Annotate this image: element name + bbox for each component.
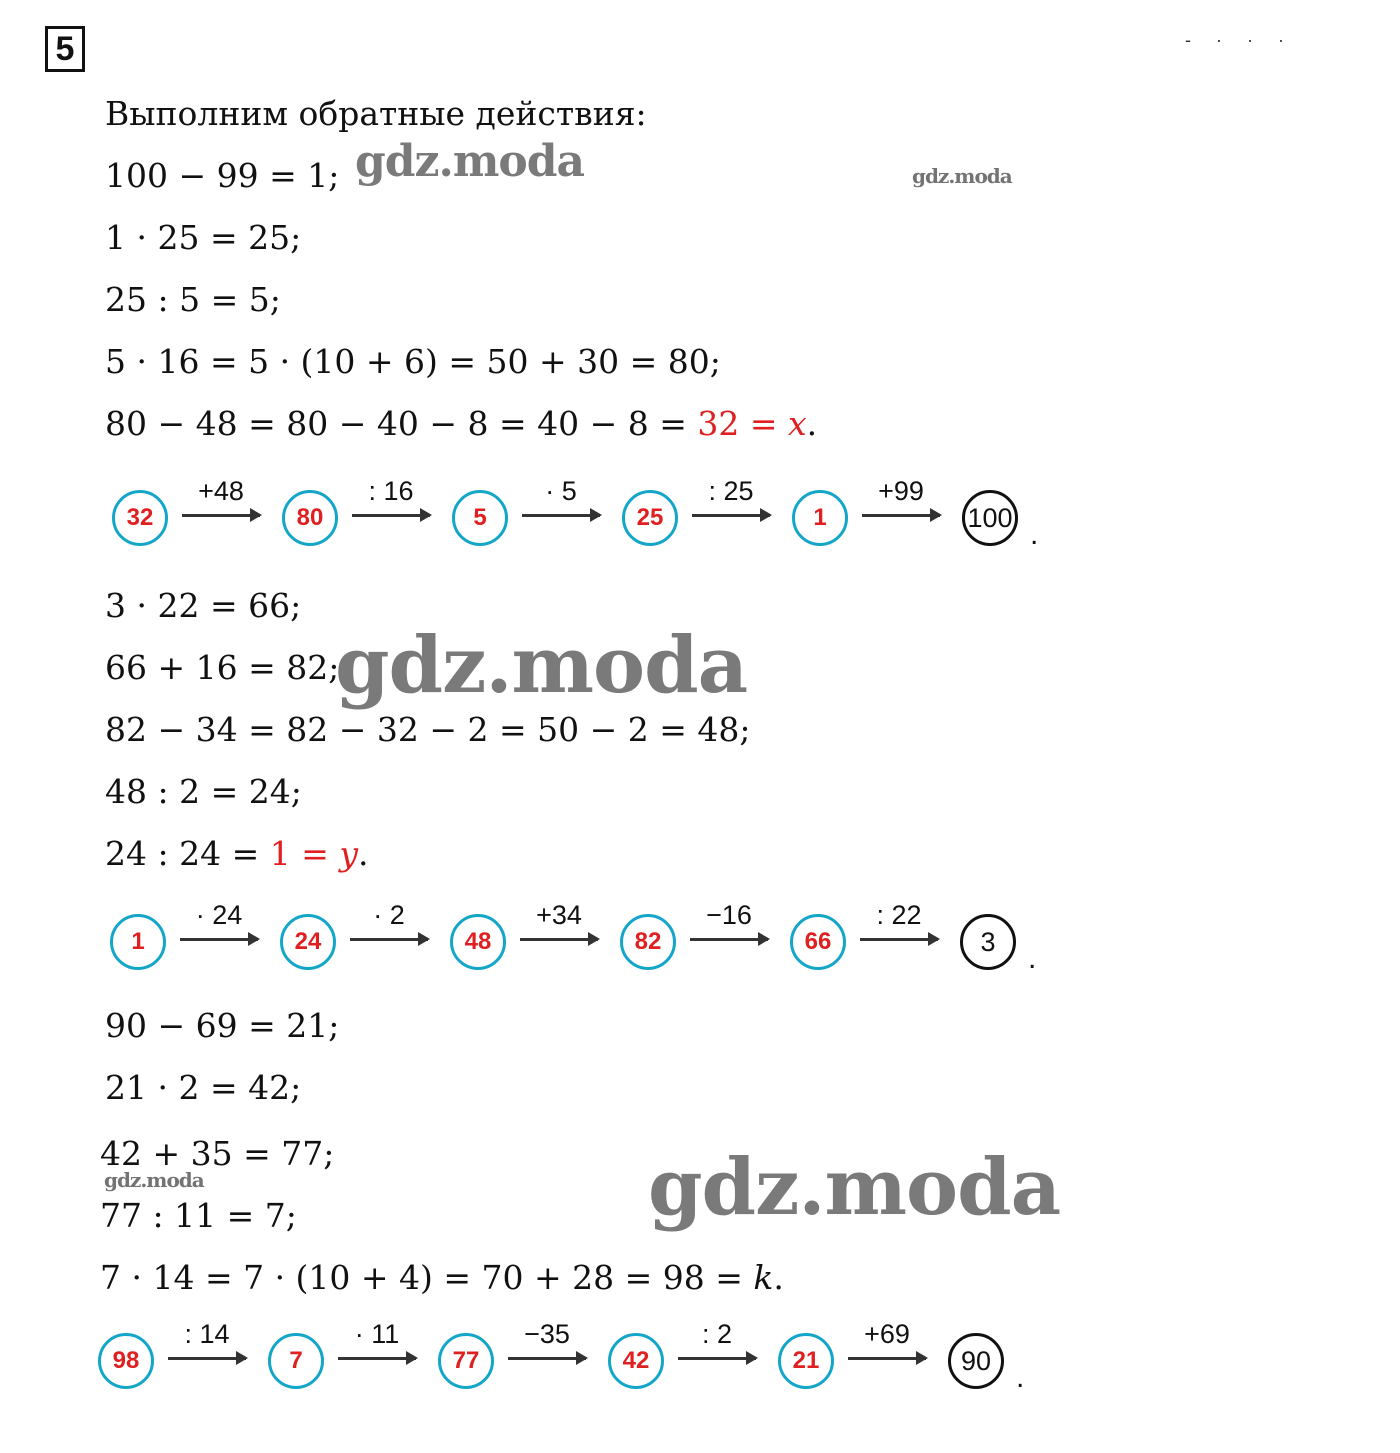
- eq-3-5: [100, 1258, 784, 1298]
- chain3-arrow-4: [848, 1357, 926, 1360]
- chain2-op-4: : 22: [876, 900, 922, 930]
- chain1-op-0: +48: [198, 476, 244, 506]
- eq-2-5-tail: .: [358, 834, 369, 873]
- eq-3-3: 42 + 35 = 77;: [100, 1134, 335, 1173]
- chain1-op-3: : 25: [708, 476, 754, 506]
- chain1-arrow-2: [522, 514, 600, 517]
- chain1-node-0: 32: [112, 490, 168, 546]
- chain3-op-2: −35: [524, 1319, 570, 1349]
- chain3-end-dot: .: [1016, 1361, 1025, 1394]
- chain2-node-1: 24: [280, 914, 336, 970]
- chain1-arrow-4: [862, 514, 940, 517]
- watermark-4: gdz.moda: [104, 1168, 204, 1192]
- chain2-end-dot: .: [1028, 942, 1037, 975]
- chain2-op-3: −16: [706, 900, 752, 930]
- eq-1-5-tail: .: [806, 404, 818, 443]
- chain2-node-4: 66: [790, 914, 846, 970]
- eq-3-5-tail: .: [773, 1258, 784, 1297]
- chain3-node-1: 7: [268, 1333, 324, 1389]
- eq-3-1: 90 − 69 = 21;: [105, 1006, 340, 1045]
- eq-2-2: 66 + 16 = 82;: [105, 648, 340, 687]
- chain2-node-2: 48: [450, 914, 506, 970]
- eq-2-3: 82 − 34 = 82 − 32 − 2 = 50 − 2 = 48;: [105, 710, 751, 749]
- chain3-node-5: 90: [948, 1333, 1004, 1389]
- eq-2-1: 3 · 22 = 66;: [105, 586, 302, 625]
- eq-2-5-answer: 1 =: [269, 834, 340, 873]
- chain2-arrow-2: [520, 938, 598, 941]
- chain3-op-0: : 14: [184, 1319, 230, 1349]
- chain3-arrow-2: [508, 1357, 586, 1360]
- eq-1-4: 5 · 16 = 5 · (10 + 6) = 50 + 30 = 80;: [105, 342, 721, 381]
- chain1-op-1: : 16: [368, 476, 414, 506]
- chain2-op-2: +34: [536, 900, 582, 930]
- eq-2-4: 48 : 2 = 24;: [105, 772, 302, 811]
- chain1-node-2: 5: [452, 490, 508, 546]
- chain1-node-1: 80: [282, 490, 338, 546]
- chain2-arrow-0: [180, 938, 258, 941]
- chain2-arrow-1: [350, 938, 428, 941]
- task-number-box: 5: [45, 26, 85, 72]
- eq-1-2: 1 · 25 = 25;: [105, 218, 302, 257]
- chain2-arrow-4: [860, 938, 938, 941]
- chain2-node-5: 3: [960, 914, 1016, 970]
- intro-text: Выполним обратные действия:: [105, 94, 647, 133]
- chain1-op-2: · 5: [545, 476, 577, 506]
- chain2-node-3: 82: [620, 914, 676, 970]
- chain3-op-3: : 2: [701, 1319, 733, 1349]
- chain1-node-3: 25: [622, 490, 678, 546]
- watermark-3: gdz.moda: [335, 620, 748, 711]
- chain1-arrow-3: [692, 514, 770, 517]
- chain3-arrow-1: [338, 1357, 416, 1360]
- watermark-5: gdz.moda: [648, 1142, 1061, 1233]
- eq-1-5-answer: 32 =: [697, 404, 788, 443]
- eq-1-5: [105, 404, 817, 444]
- eq-3-2: 21 · 2 = 42;: [105, 1068, 302, 1107]
- chain1-end-dot: .: [1030, 518, 1039, 551]
- eq-1-3: 25 : 5 = 5;: [105, 280, 281, 319]
- chain1-node-5: 100: [962, 490, 1018, 546]
- eq-3-4: 77 : 11 = 7;: [100, 1196, 297, 1235]
- chain1-node-4: 1: [792, 490, 848, 546]
- chain3-op-1: · 11: [354, 1319, 400, 1349]
- eq-2-5-text: 24 : 24 =: [105, 834, 270, 873]
- chain3-node-0: 98: [98, 1333, 154, 1389]
- chain2-node-0: 1: [110, 914, 166, 970]
- chain1-arrow-0: [182, 514, 260, 517]
- chain1-op-4: +99: [878, 476, 924, 506]
- chain2-op-0: · 24: [195, 900, 243, 930]
- eq-1-1: 100 − 99 = 1;: [105, 156, 340, 195]
- eq-3-5-text: 7 · 14 = 7 · (10 + 4) = 70 + 28 = 98 =: [100, 1258, 754, 1297]
- chain3-arrow-3: [678, 1357, 756, 1360]
- chain2-op-1: · 2: [373, 900, 405, 930]
- chain2-arrow-3: [690, 938, 768, 941]
- chain3-op-4: +69: [864, 1319, 910, 1349]
- chain3-node-4: 21: [778, 1333, 834, 1389]
- eq-2-5-var: y: [339, 834, 359, 873]
- chain3-node-2: 77: [438, 1333, 494, 1389]
- chain3-arrow-0: [168, 1357, 246, 1360]
- watermark-1: gdz.moda: [355, 136, 585, 187]
- eq-1-5-text: 80 − 48 = 80 − 40 − 8 = 40 − 8 =: [105, 404, 698, 443]
- eq-3-5-var: k: [753, 1258, 774, 1297]
- corner-marks: - · · ·: [1185, 30, 1294, 50]
- chain1-arrow-1: [352, 514, 430, 517]
- eq-2-5: [105, 834, 369, 874]
- chain3-node-3: 42: [608, 1333, 664, 1389]
- eq-1-5-var: x: [787, 404, 807, 443]
- watermark-2: gdz.moda: [912, 164, 1012, 188]
